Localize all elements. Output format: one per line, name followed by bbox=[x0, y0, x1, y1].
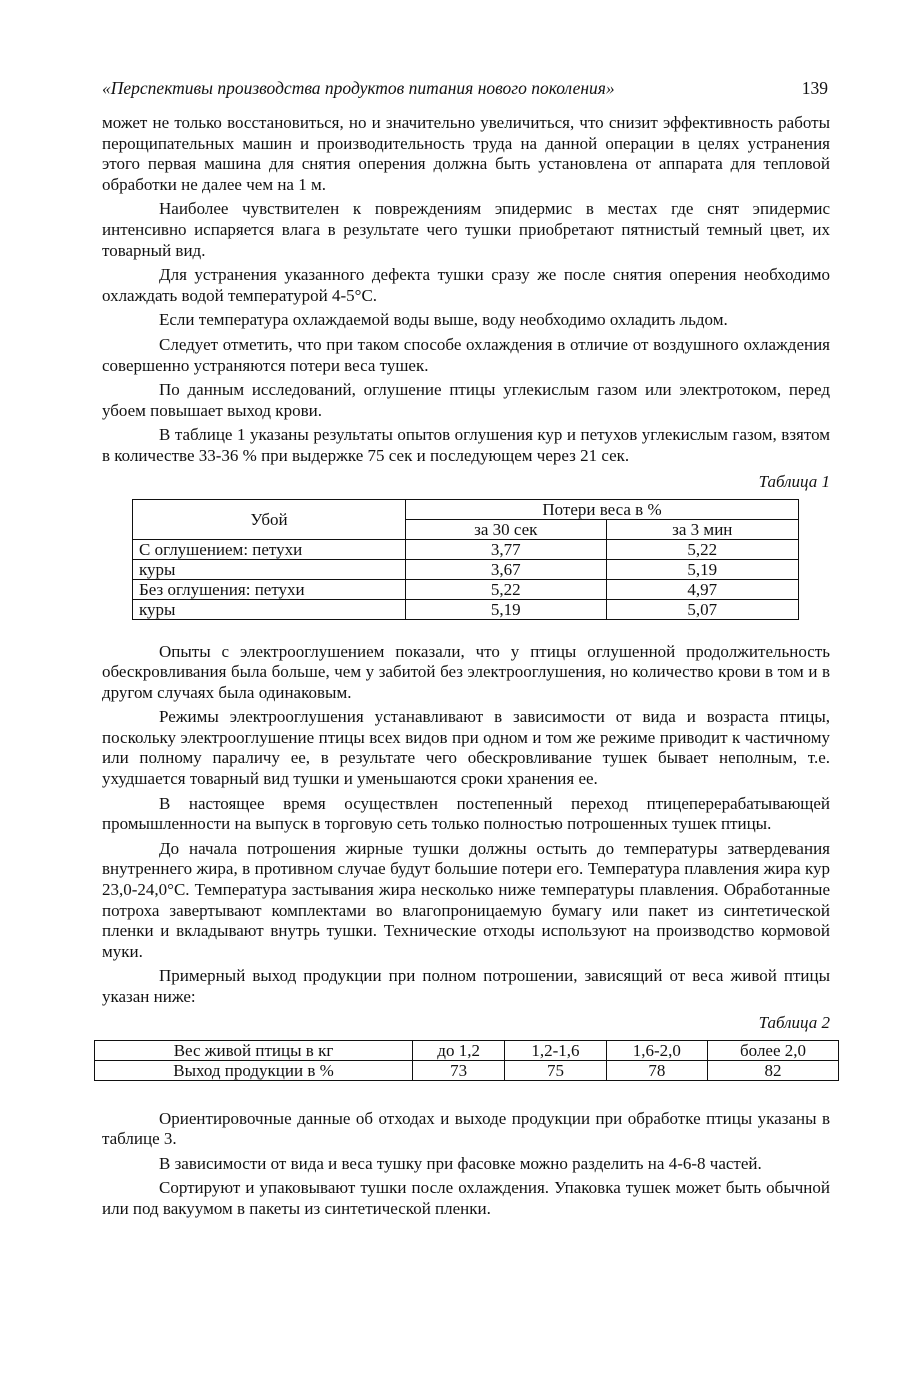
yield-cell: 78 bbox=[606, 1060, 707, 1080]
paragraph: Опыты с электрооглушением показали, что у птицы оглушенной продолжительность обескровливания была больше, чем у забитой без электрооглушения, но количество крови в том и в другом случаях была одинаковым. bbox=[102, 641, 830, 702]
weight-cell: более 2,0 bbox=[708, 1040, 839, 1060]
cell-30s: 5,22 bbox=[406, 579, 607, 599]
row-label: куры bbox=[133, 599, 406, 619]
table-row bbox=[95, 1060, 839, 1080]
paragraph: Примерный выход продукции при полном потрошении, зависящий от веса живой птицы указан ниже: bbox=[102, 966, 830, 1006]
page-header bbox=[102, 78, 828, 102]
weight-cell: 1,6-2,0 bbox=[606, 1040, 707, 1060]
paragraph: может не только восстановиться, но и значительно увеличиться, что снизит эффективность работы перощипательных машин и производительность труда на данной операции в целях устранения этого первая машина для снятия оперения должна быть установлена от аппарата для тепловой обработки не далее чем на 1 м. bbox=[102, 113, 830, 194]
weight-cell: 1,2-1,6 bbox=[505, 1040, 606, 1060]
table1-caption: Таблица 1 bbox=[758, 471, 830, 491]
table-row bbox=[133, 599, 799, 619]
table-row bbox=[133, 539, 799, 559]
cell-3m: 5,19 bbox=[606, 559, 798, 579]
cell-3m: 5,07 bbox=[606, 599, 798, 619]
col-header-loss: Потери веса в % bbox=[406, 499, 799, 519]
col-header-kill: Убой bbox=[133, 499, 406, 539]
cell-3m: 5,22 bbox=[606, 539, 798, 559]
paragraph: В зависимости от вида и веса тушку при фасовке можно разделить на 4-6-8 частей. bbox=[159, 1153, 762, 1173]
cell-30s: 3,67 bbox=[406, 559, 607, 579]
weight-cell: до 1,2 bbox=[413, 1040, 505, 1060]
paragraph: В настоящее время осуществлен постепенный переход птицеперерабатывающей промышленности на выпуск в торговую сеть только полностью потрошенных тушек птицы. bbox=[102, 793, 830, 834]
paragraph: По данным исследований, оглушение птицы углекислым газом или электротоком, перед убоем повышает выход крови. bbox=[102, 380, 830, 420]
yield-cell: 73 bbox=[413, 1060, 505, 1080]
table-row bbox=[133, 559, 799, 579]
running-title: «Перспективы производства продуктов питания нового поколения» bbox=[102, 78, 615, 98]
col-header-30s: за 30 сек bbox=[406, 519, 607, 539]
cell-30s: 5,19 bbox=[406, 599, 607, 619]
row-label: С оглушением: петухи bbox=[133, 539, 406, 559]
paragraph: До начала потрошения жирные тушки должны остыть до температуры затвердевания внутреннего жира, в противном случае будут большие потери его. Температура плавления жира кур 23,0-24,0°С. Температура застывания жира несколько ниже температуры плавления. Обработанные потроха завертывают комплектами во влагопроницаемую бумагу или пакет из синтетической пленки и вкладывают внутрь тушки. Технические отходы используют на производство кормовой муки. bbox=[102, 838, 830, 961]
table1 bbox=[132, 499, 799, 620]
yield-cell: 82 bbox=[708, 1060, 839, 1080]
paragraph: Следует отметить, что при таком способе охлаждения в отличие от воздушного охлаждения совершенно устраняются потери веса тушек. bbox=[102, 334, 830, 375]
paragraph: Наиболее чувствителен к повреждениям эпидермис в местах где снят эпидермис интенсивно испаряется влага в результате чего тушки приобретают пятнистый темный цвет, их товарный вид. bbox=[102, 199, 830, 260]
paragraph: Если температура охлаждаемой воды выше, воду необходимо охладить льдом. bbox=[159, 310, 728, 330]
table-row bbox=[95, 1040, 839, 1060]
table2-caption: Таблица 2 bbox=[758, 1012, 830, 1032]
row-label: Без оглушения: петухи bbox=[133, 579, 406, 599]
paragraph: В таблице 1 указаны результаты опытов оглушения кур и петухов углекислым газом, взятом в количестве 33-36 % при выдержке 75 сек и последующем через 21 сек. bbox=[102, 425, 830, 465]
cell-3m: 4,97 bbox=[606, 579, 798, 599]
row-label-weight: Вес живой птицы в кг bbox=[95, 1040, 413, 1060]
page-number: 139 bbox=[801, 78, 828, 98]
row-label: куры bbox=[133, 559, 406, 579]
paragraph: Ориентировочные данные об отходах и выходе продукции при обработке птицы указаны в таблице 3. bbox=[102, 1108, 830, 1149]
paragraph: Сортируют и упаковывают тушки после охлаждения. Упаковка тушек может быть обычной или под вакуумом в пакеты из синтетической пленки. bbox=[102, 1178, 830, 1218]
page-body bbox=[102, 113, 830, 1224]
paragraph: Для устранения указанного дефекта тушки сразу же после снятия оперения необходимо охлаждать водой температурой 4-5°С. bbox=[102, 265, 830, 305]
row-label-yield: Выход продукции в % bbox=[95, 1060, 413, 1080]
yield-cell: 75 bbox=[505, 1060, 606, 1080]
col-header-3m: за 3 мин bbox=[606, 519, 798, 539]
table2 bbox=[94, 1040, 839, 1081]
table-row bbox=[133, 579, 799, 599]
paragraph: Режимы электрооглушения устанавливают в зависимости от вида и возраста птицы, поскольку электрооглушение птицы всех видов при одном и том же режиме приводит к частичному или полному параличу ее, в результате чего обескровливание тушек бывает неполным, т.е. ухудшается товарный вид тушки и уменьшаются сроки хранения ее. bbox=[102, 707, 830, 789]
cell-30s: 3,77 bbox=[406, 539, 607, 559]
